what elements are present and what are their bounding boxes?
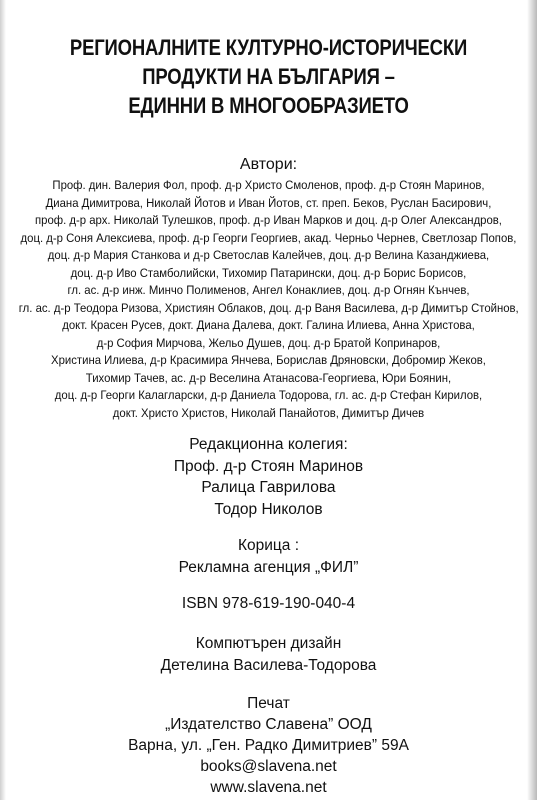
authors-line: Проф. дин. Валерия Фол, проф. д-р Христо Смоленов, проф. д-р Стоян Маринов, xyxy=(52,178,485,192)
authors-list xyxy=(0,177,537,422)
authors-heading: Автори: xyxy=(239,156,298,173)
authors-line: гл. ас. д-р Теодора Ризова, Християн Облаков, доц. д-р Ваня Василева, д-р Димитър Стойнов, xyxy=(18,300,519,315)
editorial-board xyxy=(0,434,537,520)
authors-line: доц. д-р Мария Станкова и д-р Светослав Калейчев, доц. д-р Велина Казанджиева, xyxy=(47,248,490,262)
design-value: Детелина Василева-Тодорова xyxy=(160,656,377,674)
authors-line: Христина Илиева, д-р Красимира Янчева, Борислав Дряновски, Добромир Жеков, xyxy=(51,353,486,367)
authors-line: проф. д-р арх. Николай Тулешков, проф. д-р Иван Марков и доц. д-р Олег Александров, xyxy=(35,213,502,227)
design-credit xyxy=(0,633,537,676)
authors-line: докт. Красен Русев, докт. Диана Далева, докт. Галина Илиева, Анна Христова, xyxy=(62,318,475,332)
title-line: ПРОДУКТИ НА БЪЛГАРИЯ – xyxy=(142,64,395,89)
authors-line: доц. д-р Иво Стамболийски, Тихомир Патарински, доц. д-р Борис Борисов, xyxy=(70,265,467,280)
design-heading: Компютърен дизайн xyxy=(195,635,342,652)
isbn: ISBN 978-619-190-040-4 xyxy=(181,595,356,612)
print-credit xyxy=(0,693,537,798)
editorial-heading: Редакционна колегия: xyxy=(189,436,348,453)
authors-line: Тихомир Тачев, ас. д-р Веселина Атанасова-Георгиева, Юри Боянин, xyxy=(85,370,452,385)
authors-line: гл. ас. д-р инж. Минчо Полименов, Ангел Конаклиев, доц. д-р Огнян Кънчев, xyxy=(67,283,470,297)
editorial-member: Тодор Николов xyxy=(214,500,323,518)
isbn-block xyxy=(0,593,537,615)
authors-line: доц. д-р Георги Калагларски, д-р Даниела Тодорова, гл. ас. д-р Стефан Кирилов, xyxy=(54,388,483,402)
cover-value: Рекламна агенция „ФИЛ” xyxy=(178,558,359,576)
authors-line: д-р София Мирчова, Жельо Душев, доц. д-р Братой Копринаров, xyxy=(96,335,441,350)
print-publisher: „Издателство Славена” ООД xyxy=(165,716,372,733)
title-line: ЕДИННИ В МНОГООБРАЗИЕТО xyxy=(128,93,409,118)
print-website: www.slavena.net xyxy=(210,779,327,796)
editorial-member: Проф. д-р Стоян Маринов xyxy=(173,457,364,475)
authors-line: доц. д-р Соня Алексиева, проф. д-р Георги Георгиев, акад. Черньо Чернев, Светлозар Попов, xyxy=(20,230,517,245)
authors-line: докт. Христо Христов, Николай Панайотов, Димитър Дичев xyxy=(112,405,425,420)
authors-line: Диана Димитрова, Николай Йотов и Иван Йотов, ст. преп. Беков, Руслан Басирович, xyxy=(45,195,492,210)
cover-credit xyxy=(0,535,537,578)
print-email: books@slavena.net xyxy=(200,758,337,775)
print-address: Варна, ул. „Ген. Радко Димитриев” 59А xyxy=(128,737,409,754)
print-heading: Печат xyxy=(247,695,290,712)
cover-heading: Корица : xyxy=(237,537,300,554)
book-title xyxy=(43,33,494,120)
editorial-member: Ралица Гаврилова xyxy=(201,479,336,496)
title-line: РЕГИОНАЛНИТЕ КУЛТУРНО-ИСТОРИЧЕСКИ xyxy=(69,35,468,60)
